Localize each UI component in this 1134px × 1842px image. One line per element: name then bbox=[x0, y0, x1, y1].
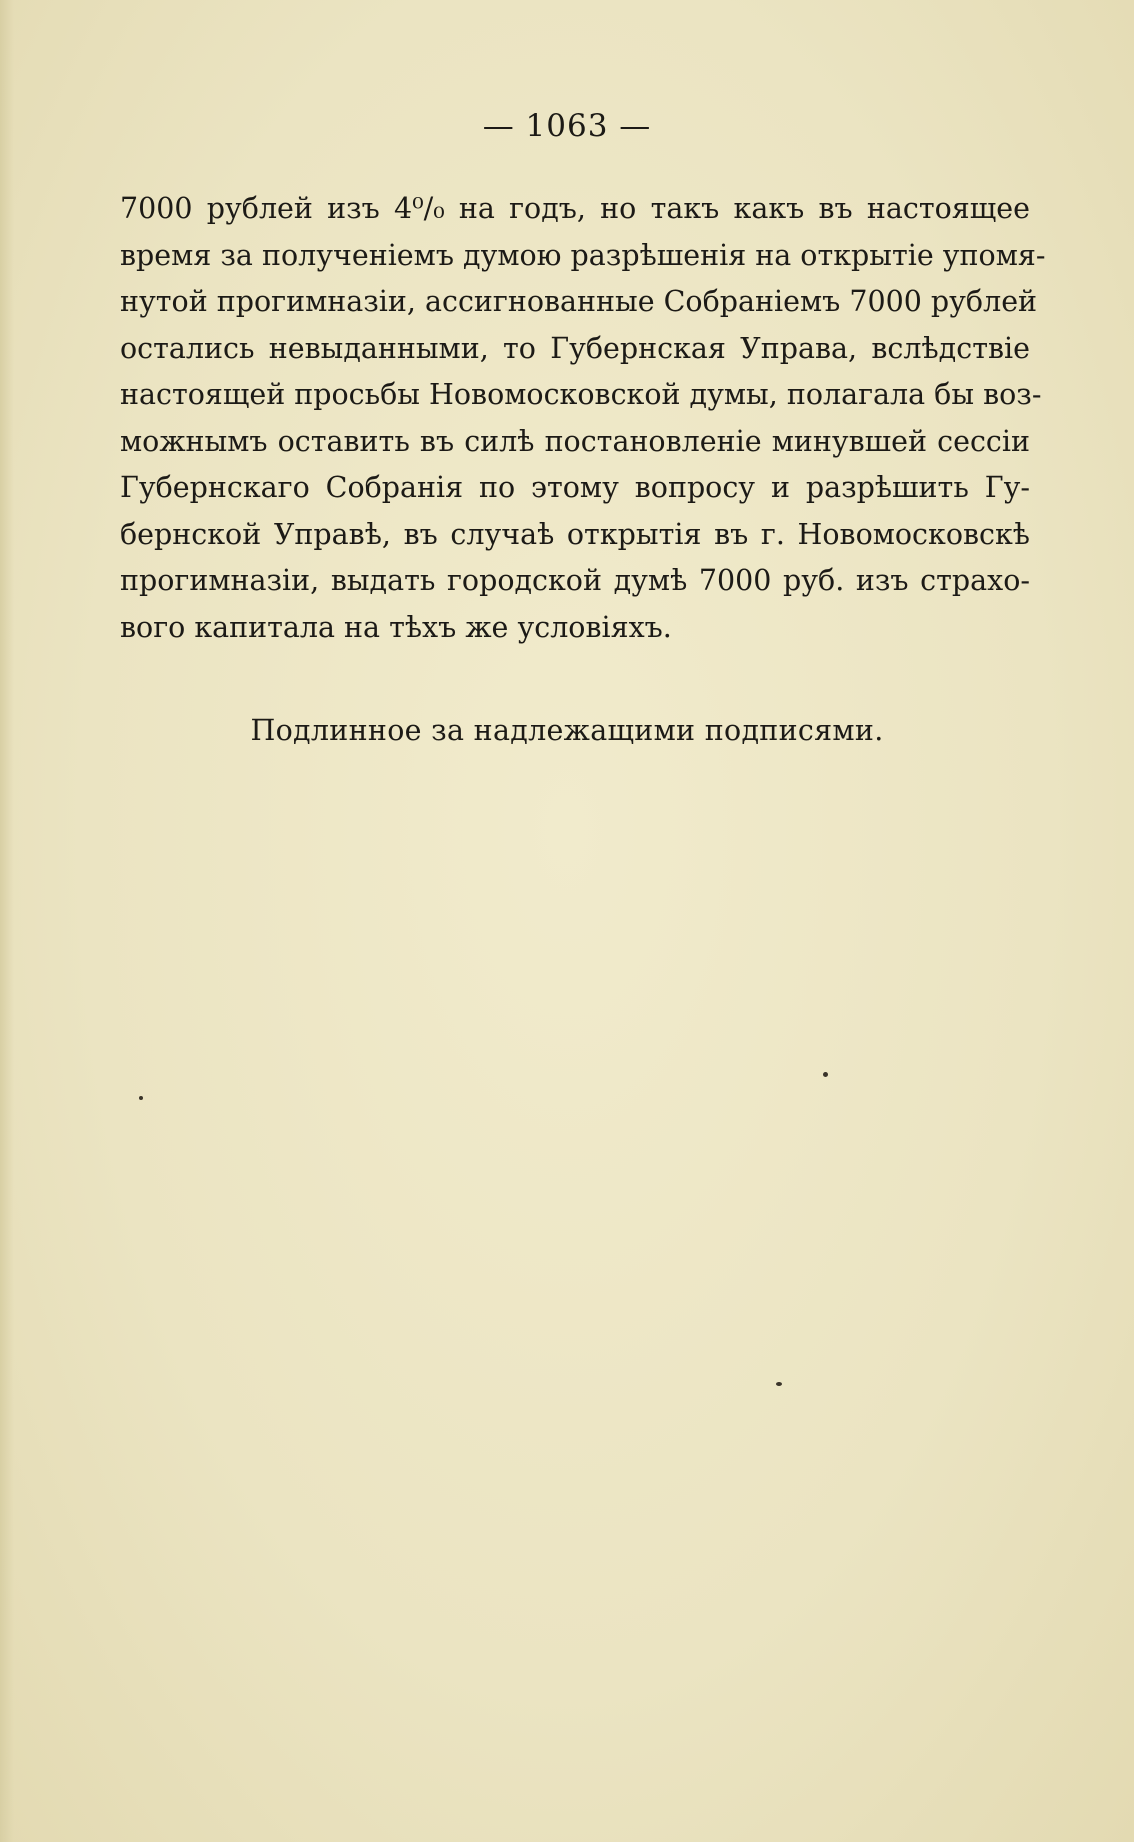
text-line: настоящей просьбы Новомосковской думы, полагала бы воз- bbox=[120, 378, 1042, 411]
page-number: — 1063 — bbox=[482, 108, 652, 144]
text-line: нутой прогимназіи, ассигнованные Собраніемъ 7000 рублей bbox=[120, 285, 1038, 318]
text-line: можнымъ оставить въ силѣ постановленіе минувшей сессіи bbox=[120, 424, 1030, 458]
text-line: прогимназіи, выдать городской думѣ 7000 руб. изъ страхо- bbox=[120, 564, 1030, 597]
text-line: время за полученіемъ думою разрѣшенія на открытіе упомя- bbox=[120, 238, 1046, 272]
text-line: вого капитала на тѣхъ же условіяхъ. bbox=[120, 610, 672, 644]
text-line: Губернскаго Собранія по этому вопросу и разрѣшить Гу- bbox=[120, 471, 1030, 504]
signature-note: Подлинное за надлежащими подписями. bbox=[250, 714, 884, 747]
paper-speck bbox=[139, 1096, 143, 1100]
text-line: остались невыданными, то Губернская Управа, вслѣдствіе bbox=[120, 331, 1030, 365]
text-line: бернской Управѣ, въ случаѣ открытія въ г. Новомосковскѣ bbox=[120, 517, 1030, 551]
paper-speck bbox=[776, 1382, 782, 1386]
body-paragraph bbox=[120, 186, 1046, 651]
page-edge-shadow bbox=[0, 0, 14, 1842]
text-line: 7000 рублей изъ 4⁰/₀ на годъ, но такъ какъ въ настоящее bbox=[120, 192, 1030, 225]
paper-speck bbox=[823, 1072, 828, 1077]
